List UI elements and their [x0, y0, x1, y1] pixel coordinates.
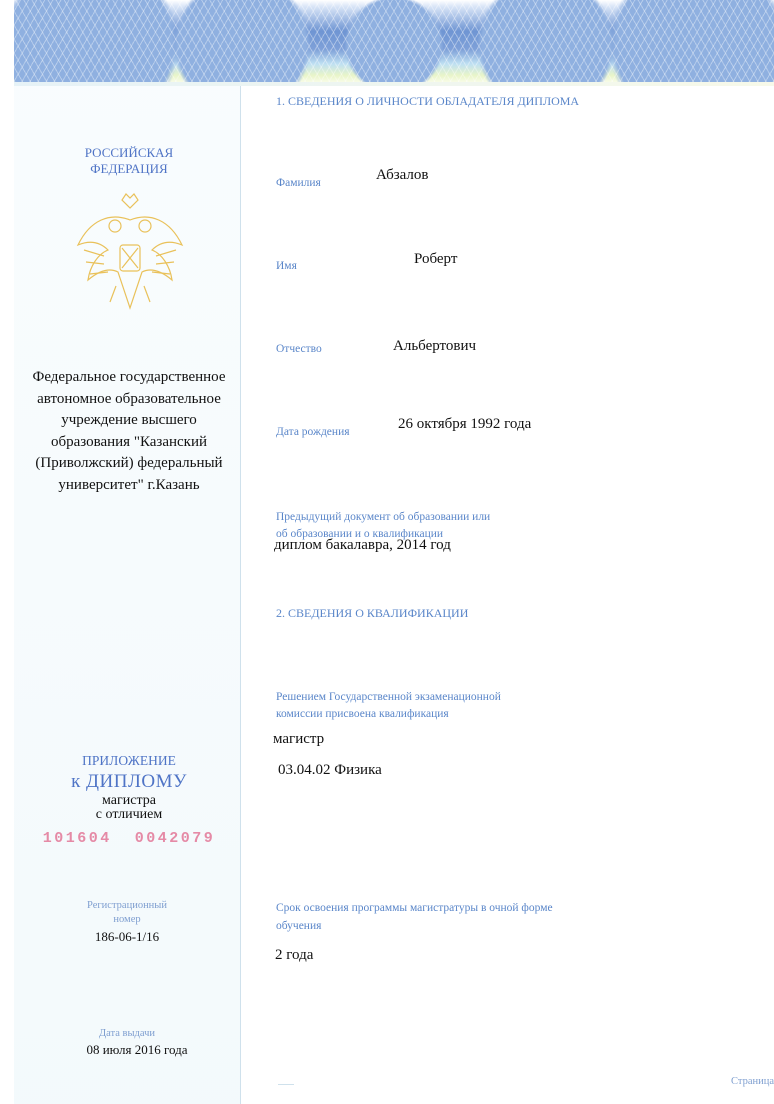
birth-date-label: Дата рождения — [276, 426, 350, 438]
surname-label: Фамилия — [276, 177, 321, 189]
qualification-label: Решением Государственной экзаменационной комиссии присвоена квалификация — [276, 691, 501, 720]
first-name-label: Имя — [276, 260, 297, 272]
previous-document-value: диплом бакалавра, 2014 год — [274, 537, 451, 553]
study-duration-label: Срок освоения программы магистратуры в очной форме обучения — [276, 902, 553, 932]
issuing-institution: Федеральное государственное автономное образовательное учреждение высшего образования "Казанский (Приволжский) федеральный университет" г.Казань — [32, 369, 226, 493]
country-title: РОССИЙСКАЯ ФЕДЕРАЦИЯ — [84, 145, 174, 176]
study-duration-value: 2 года — [275, 947, 314, 963]
patronymic-value: Альбертович — [393, 338, 477, 354]
section-2-heading: 2. СВЕДЕНИЯ О КВАЛИФИКАЦИИ — [276, 606, 469, 620]
footer-mark — [278, 1084, 294, 1085]
section-1-heading: 1. СВЕДЕНИЯ О ЛИЧНОСТИ ОБЛАДАТЕЛЯ ДИПЛОМА — [276, 94, 580, 108]
issue-date-label: Дата выдачи — [98, 1028, 156, 1039]
birth-date-value: 26 октября 1992 года — [398, 416, 532, 432]
security-pattern-header — [14, 0, 774, 82]
previous-document-label: Предыдущий документ об образовании или об образовании и о квалификации — [276, 511, 491, 540]
surname-value: Абзалов — [376, 167, 429, 183]
registration-label: Регистрационный номер — [87, 900, 167, 925]
issue-date: 08 июля 2016 года — [86, 1042, 188, 1057]
appendix-to-diploma: к ДИПЛОМУ — [71, 771, 187, 792]
distinction: с отличием — [95, 807, 163, 822]
specialty-value: 03.04.02 Физика — [278, 762, 382, 778]
coat-of-arms-emblem — [70, 190, 190, 320]
serial-number: 101604 0042079 — [42, 830, 216, 847]
first-name-value: Роберт — [414, 251, 458, 267]
patronymic-label: Отчество — [276, 343, 322, 355]
panel-divider — [240, 86, 241, 1104]
registration-number: 186-06-1/16 — [94, 929, 160, 944]
degree-level: магистра — [102, 793, 156, 808]
appendix-title: ПРИЛОЖЕНИЕ — [82, 753, 176, 768]
page-label: Страница — [731, 1076, 774, 1087]
qualification-value: магистр — [273, 731, 325, 747]
